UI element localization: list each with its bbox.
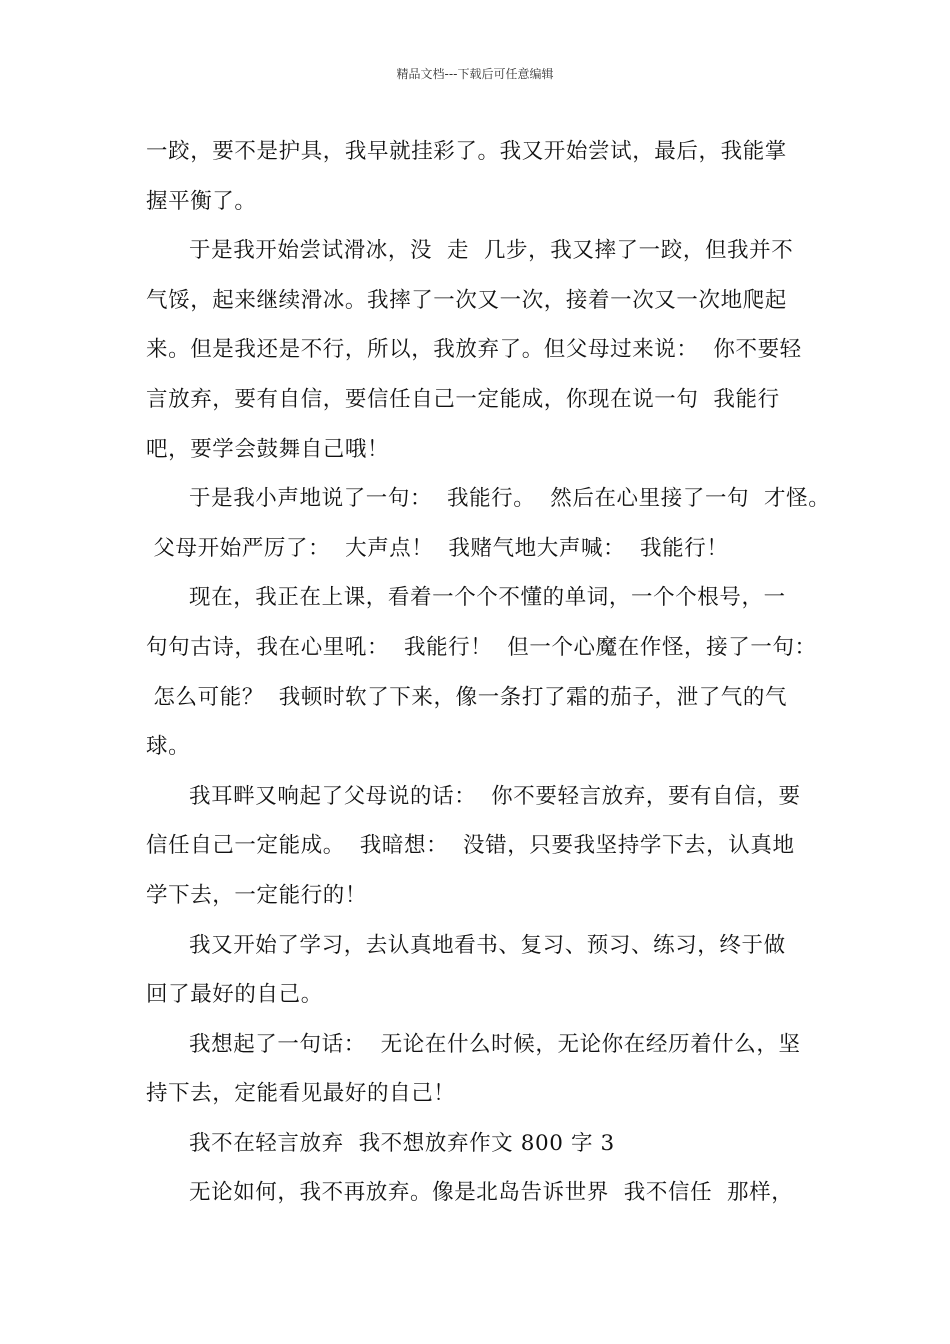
text-line: 学下去，一定能行的！ bbox=[146, 882, 368, 908]
text-line: 球。 bbox=[146, 734, 191, 760]
document-body bbox=[146, 127, 831, 1218]
text-line: 信任自己一定能成。 我暗想： 没错，只要我坚持学下去，认真地 bbox=[146, 833, 795, 859]
text-line: 句句古诗，我在心里吼： 我能行！ 但一个心魔在作怪，接了一句： bbox=[146, 634, 817, 660]
paragraph-start-line: 现在，我正在上课，看着一个个不懂的单词，一个个根号，一 bbox=[189, 585, 786, 611]
page-header: 精品文档---下载后可任意编辑 bbox=[396, 67, 554, 81]
paragraph-start-line: 我又开始了学习，去认真地看书、复习、预习、练习，终于做 bbox=[189, 932, 786, 958]
text-line: 持下去，定能看见最好的自己！ bbox=[146, 1081, 456, 1107]
paragraph-start-line: 我想起了一句话： 无论在什么时候，无论你在经历着什么，坚 bbox=[189, 1031, 801, 1057]
text-line: 来。但是我还是不行，所以，我放弃了。但父母过来说： 你不要轻 bbox=[146, 337, 802, 363]
paragraph-start-line: 于是我开始尝试滑冰，没 走 几步，我又摔了一跤，但我并不 bbox=[189, 238, 794, 264]
text-line: 吧，要学会鼓舞自己哦！ bbox=[146, 436, 390, 462]
text-line: 父母开始严厉了： 大声点！ 我赌气地大声喊： 我能行！ bbox=[146, 535, 729, 561]
paragraph-start-line: 无论如何，我不再放弃。像是北岛告诉世界 我不信任 那样， bbox=[189, 1180, 794, 1206]
paragraph-start-line: 于是我小声地说了一句： 我能行。 然后在心里接了一句 才怪。 bbox=[189, 486, 831, 512]
text-line: 一跤，要不是护具，我早就挂彩了。我又开始尝试，最后，我能掌 bbox=[146, 139, 787, 164]
text-line: 言放弃，要有自信，要信任自己一定能成，你现在说一句 我能行 bbox=[146, 386, 780, 412]
text-line: 回了最好的自己。 bbox=[146, 982, 323, 1008]
paragraph-start-line: 我耳畔又响起了父母说的话： 你不要轻言放弃，要有自信，要 bbox=[189, 783, 801, 809]
text-line: 气馁，起来继续滑冰。我摔了一次又一次，接着一次又一次地爬起 bbox=[146, 287, 787, 313]
text-line: 怎么可能？ 我顿时软了下来，像一条打了霜的茄子，泄了气的气 bbox=[146, 684, 788, 710]
section-title-line: 我不在轻言放弃 我不想放弃作文 800 字 3 bbox=[189, 1130, 615, 1156]
text-line: 握平衡了。 bbox=[146, 188, 257, 214]
